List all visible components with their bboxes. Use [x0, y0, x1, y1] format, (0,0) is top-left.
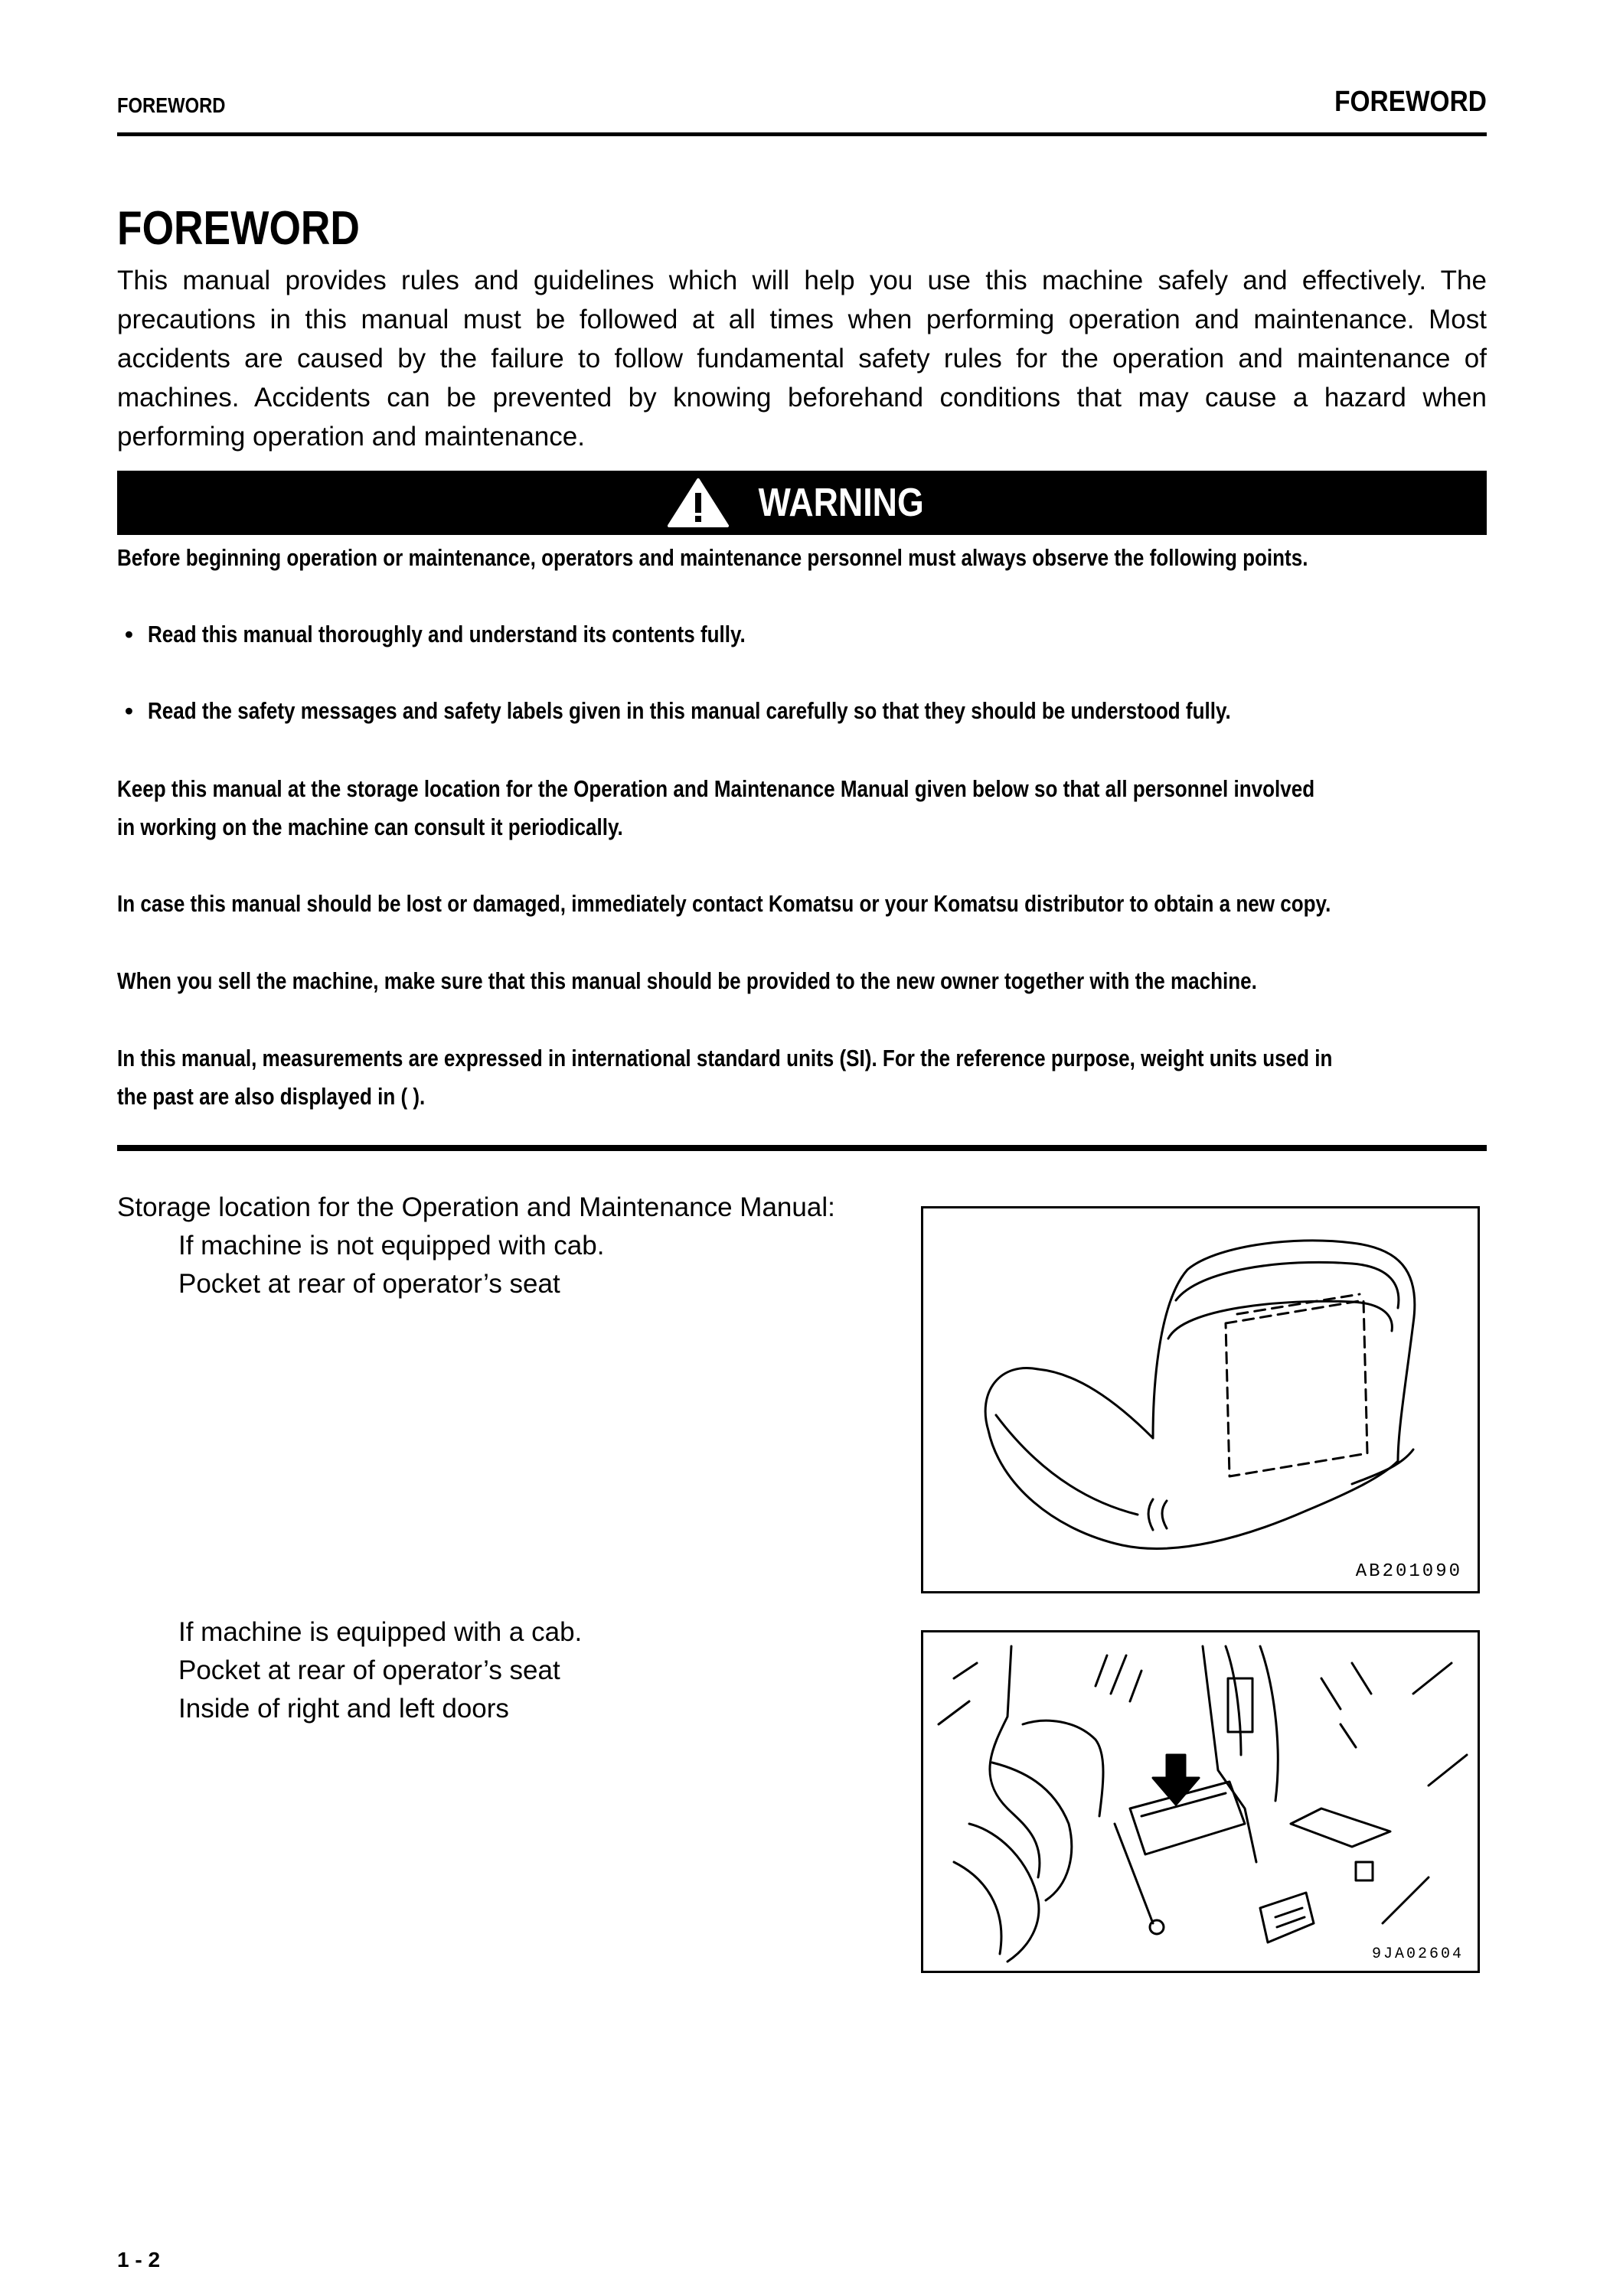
seat-illustration [923, 1208, 1478, 1591]
figure-code: 9JA02604 [1371, 1945, 1464, 1963]
storage-cab-location-seat: Pocket at rear of operator’s seat [178, 1655, 560, 1685]
figure-cab-pocket [921, 1630, 1480, 1973]
warning-bullet: • Read this manual thoroughly and understand its contents fully. [125, 615, 860, 654]
intro-paragraph: This manual provides rules and guidelines which will help you use this machine safely and effectively. The precautions in this manual must be followed at all times when performing operation and maintenance. Most accidents are caused by the failure to follow fundamental safety rules for the operation and maintenance of machines. Accidents can be prevented by knowing beforehand conditions that may cause a hazard when performing operation and maintenance. [117, 266, 1487, 452]
storage-no-cab-condition: If machine is not equipped with cab. [178, 1231, 605, 1261]
warning-label: WARNING [758, 481, 924, 525]
figure-code: AB201090 [1355, 1561, 1462, 1582]
bullet-dot-icon: • [125, 621, 133, 647]
warning-lead: Before beginning operation or maintenance, operators and maintenance personnel must always observe the following points. [117, 544, 1308, 571]
page-title: FOREWORD [117, 202, 360, 255]
page-number: 1 - 2 [117, 2248, 161, 2272]
warning-bottom-rule [117, 1145, 1487, 1151]
warning-para-sell: When you sell the machine, make sure that this manual should be provided to the new owner together with the machine. [117, 967, 1257, 994]
storage-cab-location-doors: Inside of right and left doors [178, 1694, 509, 1724]
header-rule [117, 132, 1487, 136]
storage-no-cab-location: Pocket at rear of operator’s seat [178, 1269, 560, 1299]
warning-triangle-icon [667, 478, 730, 528]
bullet-dot-icon: • [125, 697, 133, 724]
warning-bullet: • Read the safety messages and safety labels given in this manual carefully so that they should be understood fully. [125, 692, 1437, 730]
cab-illustration [923, 1632, 1478, 1971]
warning-para-lost: In case this manual should be lost or damaged, immediately contact Komatsu or your Komatsu distributor to obtain a new copy. [117, 890, 1331, 917]
warning-para-storage-line2: in working on the machine can consult it periodically. [117, 814, 623, 840]
running-header-right: FOREWORD [1334, 86, 1487, 118]
figure-seat-pocket [921, 1206, 1480, 1593]
warning-para-units-line1: In this manual, measurements are expressed in international standard units (SI). For the reference purpose, weight units used in [117, 1045, 1333, 1071]
warning-para-units-line2: the past are also displayed in ( ). [117, 1083, 426, 1110]
warning-banner [117, 471, 1487, 535]
storage-heading: Storage location for the Operation and Maintenance Manual: [117, 1192, 835, 1222]
storage-cab-condition: If machine is equipped with a cab. [178, 1617, 583, 1647]
warning-para-storage-line1: Keep this manual at the storage location for the Operation and Maintenance Manual given below so that all personnel involved [117, 775, 1315, 802]
running-header-left: FOREWORD [117, 93, 226, 117]
